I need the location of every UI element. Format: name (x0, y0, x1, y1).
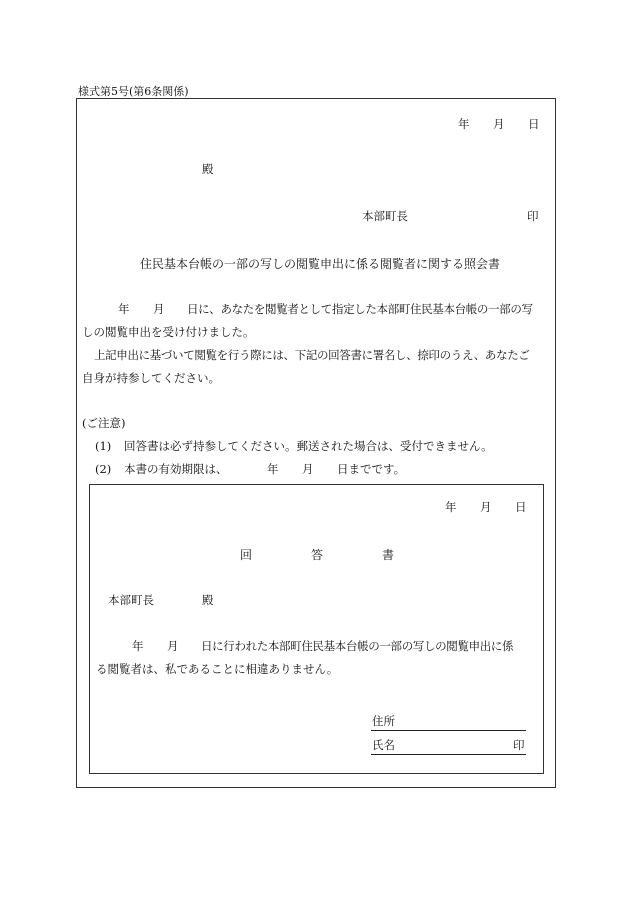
note-1-number: (1) (95, 439, 112, 453)
body-month: 月 (153, 302, 165, 316)
sender-title: 本部町長 (362, 209, 408, 223)
reply-body-line-2: る閲覧者は、私であることに相違ありません。 (96, 662, 339, 676)
addressee-honorific: 殿 (202, 162, 214, 176)
body-paragraph-2-line-1: 上記申出に基づいて閲覧を行う際には、下記の回答書に署名し、捺印のうえ、あなたご (94, 348, 530, 362)
name-label: 氏名 (372, 738, 395, 752)
reply-body-month: 月 (167, 639, 179, 653)
notes-heading: (ご注意) (82, 416, 126, 430)
reply-date-month: 月 (480, 500, 492, 514)
form-number-label: 様式第5号(第6条関係) (78, 85, 189, 98)
note-1-text: 回答書は必ず持参してください。郵送された場合は、受付できません。 (124, 439, 493, 453)
note-2-text-a: 本書の有効期限は、 (124, 462, 228, 476)
name-signature-line[interactable] (371, 754, 526, 755)
body-year: 年 (118, 302, 130, 316)
document-title: 住民基本台帳の一部の写しの閲覧申出に係る閲覧者に関する照会書 (140, 257, 501, 271)
address-signature-line[interactable] (371, 730, 526, 731)
reply-title-char-2: 答 (311, 548, 324, 562)
reply-title-char-3: 書 (382, 548, 395, 562)
header-date-day: 日 (528, 117, 540, 131)
reply-addressee-honorific: 殿 (202, 593, 214, 607)
body-paragraph-2-line-2: 自身が持参してください。 (82, 371, 220, 385)
reply-date-day: 日 (515, 500, 527, 514)
address-label: 住所 (372, 714, 395, 728)
reply-title-char-1: 回 (240, 548, 253, 562)
header-date-month: 月 (493, 117, 505, 131)
header-date-year: 年 (458, 117, 470, 131)
body-paragraph-1-line-2: しの閲覧申出を受け付けました。 (82, 325, 255, 339)
reply-addressee: 本部町長 (108, 593, 154, 607)
note-2-month: 月 (302, 462, 314, 476)
note-2-year: 年 (267, 462, 279, 476)
reply-seal-mark: 印 (513, 738, 525, 752)
reply-body-year: 年 (132, 639, 144, 653)
reply-body-line-1: 日に行われた本部町住民基本台帳の一部の写しの閲覧申出に係 (201, 639, 514, 653)
body-paragraph-1-line-1: 日に、あなたを閲覧者として指定した本部町住民基本台帳の一部の写 (187, 302, 533, 316)
note-2-number: (2) (95, 462, 112, 476)
note-2-text-b: 日までです。 (337, 462, 406, 476)
sender-seal-mark: 印 (527, 209, 539, 223)
reply-date-year: 年 (445, 500, 457, 514)
